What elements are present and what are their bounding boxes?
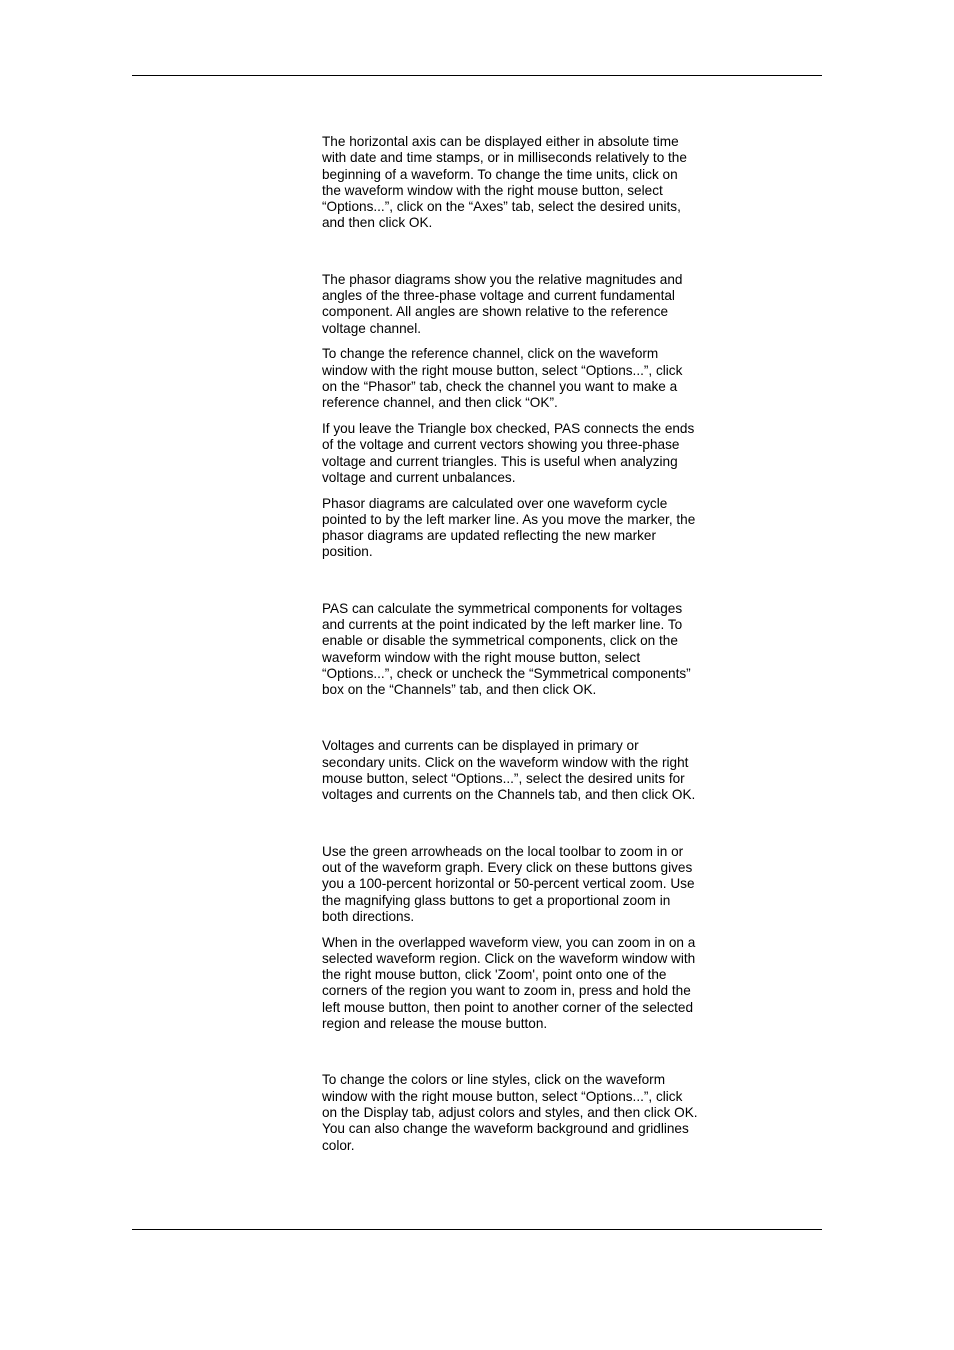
section-phasor-diagrams (322, 272, 724, 561)
paragraph: Use the green arrowheads on the local toolbar to zoom in or out of the waveform graph. Every click on these buttons gives you a 100-percent horizontal or 50-percent vertical zoom. Use the magnifying glass buttons to get a proportional zoom in both directions. (322, 843, 695, 924)
header-rule (132, 75, 822, 76)
paragraph: When in the overlapped waveform view, you can zoom in on a selected waveform region. Click on the waveform window with the right mouse button, click 'Zoom', point onto one of the corners of the region you want to zoom in, press and hold the left mouse button, then point to another corner of the selected region and release the mouse button. (322, 934, 696, 1032)
paragraph: To change the reference channel, click on the waveform window with the right mouse button, select “Options...”, click on the “Phasor” tab, check the channel you want to make a reference channel, and then click “OK”. (322, 346, 683, 411)
paragraph: If you leave the Triangle box checked, PAS connects the ends of the voltage and current vectors showing you three-phase voltage and current triangles. This is useful when analyzing voltage and current unbalances. (322, 420, 695, 485)
paragraph: To change the colors or line styles, click on the waveform window with the right mouse button, select “Options...”, click on the Display tab, adjust colors and styles, and then click OK. You can also change the waveform background and gridlines color. (322, 1072, 698, 1153)
section-measurement-units (322, 738, 724, 803)
section-colors-and-styles (322, 1072, 724, 1153)
paragraph: Phasor diagrams are calculated over one waveform cycle pointed to by the left marker line. As you move the marker, the phasor diagrams are updated reflecting the new marker position. (322, 495, 696, 560)
page-body (322, 134, 724, 1154)
paragraph: PAS can calculate the symmetrical components for voltages and currents at the point indicated by the left marker line. To enable or disable the symmetrical components, click on the waveform window with the right mouse button, select “Options...”, check or uncheck the “Symmetrical components” box on the “Channels” tab, and then click OK. (322, 600, 691, 698)
section-time-axis (322, 134, 724, 232)
paragraph: The phasor diagrams show you the relative magnitudes and angles of the three-phase voltage and current fundamental component. All angles are shown relative to the reference voltage channel. (322, 271, 683, 336)
paragraph: The horizontal axis can be displayed either in absolute time with date and time stamps, or in milliseconds relatively to the beginning of a waveform. To change the time units, click on the waveform window with the right mouse button, select “Options...”, click on the “Axes” tab, select the desired units, and then click OK. (322, 134, 687, 231)
section-symmetrical-components (322, 601, 724, 699)
footer-rule (132, 1229, 822, 1230)
paragraph: Voltages and currents can be displayed in primary or secondary units. Click on the waveform window with the right mouse button, select “Options...”, select the desired units for voltages and currents on the Channels tab, and then click OK. (322, 738, 696, 803)
section-zooming (322, 844, 724, 1033)
